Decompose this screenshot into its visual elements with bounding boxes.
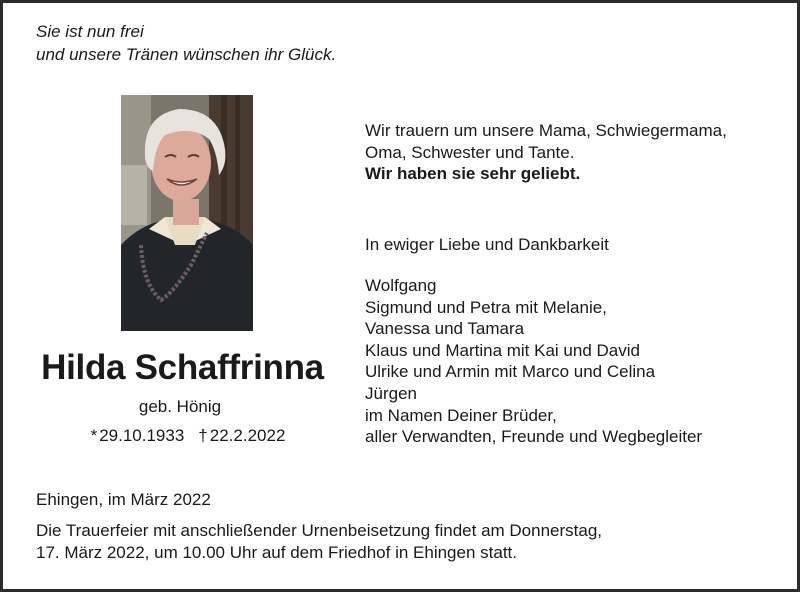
motto-line-2: und unsere Tränen wünschen ihr Glück. xyxy=(36,45,337,64)
death-symbol: † xyxy=(198,426,208,445)
life-dates xyxy=(20,425,356,447)
mourner-line: Jürgen xyxy=(365,383,417,403)
mourner-line: Ulrike und Armin mit Marco und Celina xyxy=(365,362,656,382)
birth-date: 29.10.1933 xyxy=(99,426,185,445)
funeral-info xyxy=(36,520,776,564)
mourner-line: Vanessa und Tamara xyxy=(365,319,525,339)
mourning-line-1: Wir trauern um unsere Mama, Schwiegermama, xyxy=(365,121,727,140)
mourning-line-3: Wir haben sie sehr geliebt. xyxy=(365,164,581,183)
deceased-name: Hilda Schaffrinna xyxy=(41,348,324,387)
funeral-line-2: 17. März 2022, um 10.00 Uhr auf dem Friedhof in Ehingen statt. xyxy=(36,543,517,562)
mourners-list xyxy=(365,275,785,448)
portrait-photo xyxy=(121,95,253,331)
mourner-line: Sigmund und Petra mit Melanie, xyxy=(365,297,607,317)
mourner-line: aller Verwandten, Freunde und Wegbegleiter xyxy=(365,427,703,447)
thanks-line: In ewiger Liebe und Dankbarkeit xyxy=(365,235,609,254)
mourning-line-2: Oma, Schwester und Tante. xyxy=(365,142,575,162)
mourner-line: Klaus und Martina mit Kai und David xyxy=(365,340,640,360)
mourning-statement xyxy=(365,120,785,185)
motto-line-1: Sie ist nun frei xyxy=(36,22,144,41)
mourner-line: Wolfgang xyxy=(365,276,437,295)
place-date: Ehingen, im März 2022 xyxy=(36,490,211,509)
death-date: 22.2.2022 xyxy=(209,426,286,445)
birth-name: geb. Hönig xyxy=(138,397,222,416)
mourner-line: im Namen Deiner Brüder, xyxy=(365,405,557,425)
motto-quote xyxy=(36,20,336,66)
birth-symbol: * xyxy=(90,426,98,445)
funeral-line-1: Die Trauerfeier mit anschließender Urnenbeisetzung findet am Donnerstag, xyxy=(36,521,603,540)
